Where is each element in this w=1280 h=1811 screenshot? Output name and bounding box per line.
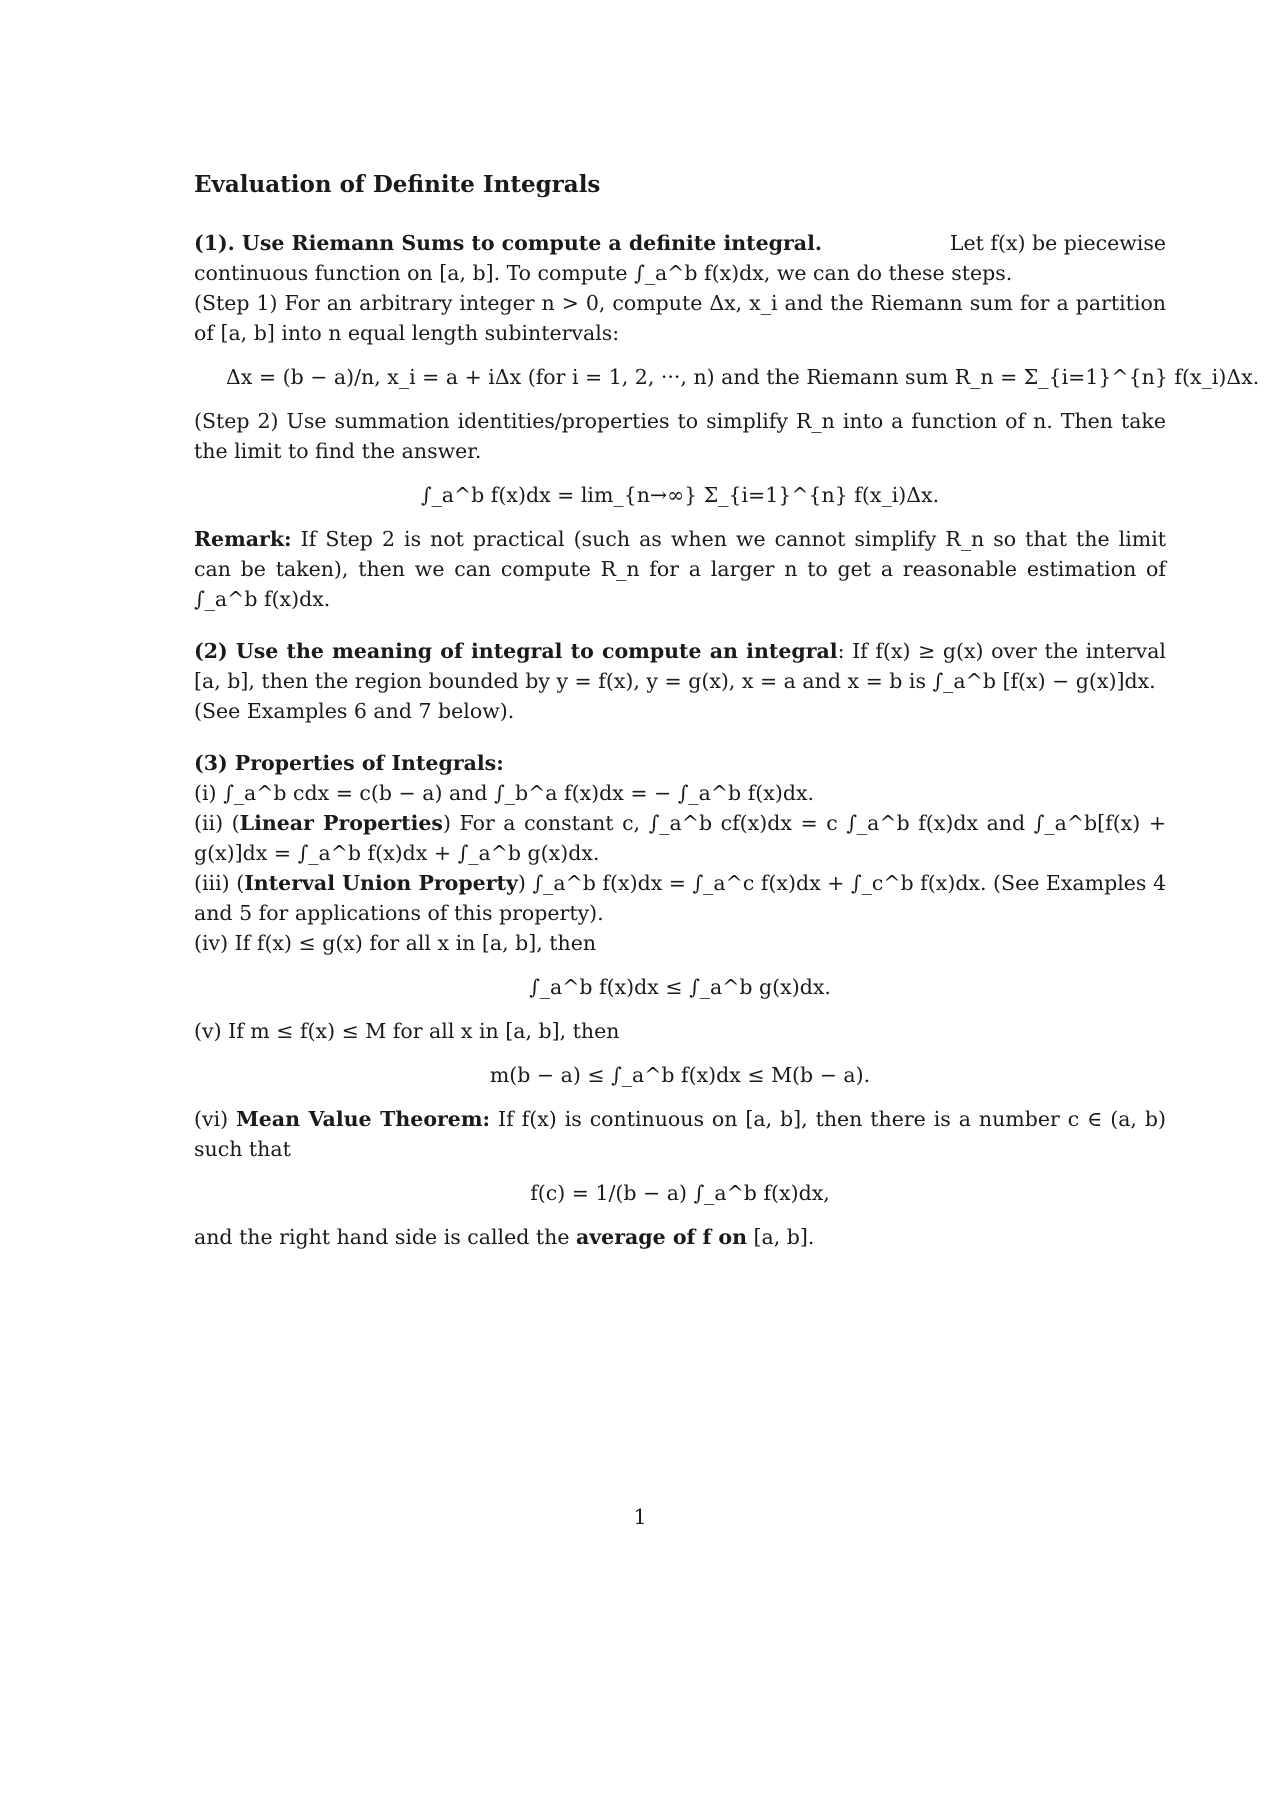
document-page xyxy=(194,170,1260,1252)
section-1-heading-line xyxy=(194,228,1166,258)
property-iii xyxy=(194,868,1166,928)
average-definition xyxy=(194,1222,1166,1252)
section-2-see-examples: (See Examples 6 and 7 below). xyxy=(194,699,515,723)
remark-label: Remark: xyxy=(194,527,292,551)
property-ii-name: Linear Properties xyxy=(239,811,443,835)
average-term: average of f on xyxy=(575,1225,747,1249)
property-vi-text: If f(x) is continuous on [a, b], then there is a number c ∈ (a, b) such that xyxy=(194,1107,1166,1161)
average-text-prefix: and the right hand side is called the xyxy=(194,1225,576,1249)
step-1-text: (Step 1) For an arbitrary integer n > 0, compute Δx, x_i and the Riemann sum for a partition of [a, b] into n equal length subintervals: xyxy=(194,291,1166,345)
equation-riemann-sum: Δx = (b − a)/n, x_i = a + iΔx (for i = 1, 2, ···, n) and the Riemann sum R_n = Σ_{i=1}^{n} f(x_i)Δx. xyxy=(226,365,1260,389)
page-number: 1 xyxy=(633,1505,647,1529)
property-vi xyxy=(194,1104,1166,1164)
section-3-heading: (3) Properties of Integrals: xyxy=(194,751,504,775)
section-1-heading: (1). Use Riemann Sums to compute a definite integral. xyxy=(194,231,823,255)
property-iv: (iv) If f(x) ≤ g(x) for all x in [a, b], then xyxy=(194,931,597,955)
section-2-text: : If f(x) ≥ g(x) over the interval [a, b], then the region bounded by y = f(x), y = g(x), x = a and x = b is ∫_a^b [f(x) − g(x)]dx. xyxy=(194,639,1166,693)
step-2-text: (Step 2) Use summation identities/properties to simplify R_n into a function of n. Then take the limit to find the answer. xyxy=(194,409,1166,463)
equation-limit-definition: ∫_a^b f(x)dx = lim_{n→∞} Σ_{i=1}^{n} f(x_i)Δx. xyxy=(420,483,940,507)
equation-bounds: m(b − a) ≤ ∫_a^b f(x)dx ≤ M(b − a). xyxy=(489,1063,871,1087)
property-ii xyxy=(194,808,1166,868)
property-iii-prefix: (iii) ( xyxy=(194,871,245,895)
property-v: (v) If m ≤ f(x) ≤ M for all x in [a, b], then xyxy=(194,1019,620,1043)
property-iii-name: Interval Union Property xyxy=(244,871,518,895)
average-text-suffix: [a, b]. xyxy=(746,1225,815,1249)
property-vi-name: Mean Value Theorem: xyxy=(236,1107,491,1131)
section-properties xyxy=(194,748,1166,1252)
remark-text: If Step 2 is not practical (such as when we cannot simplify R_n so that the limit can be taken), then we can compute R_n for a larger n to get a reasonable estimation of ∫_a^b f(x)dx. xyxy=(194,527,1166,611)
property-ii-prefix: (ii) ( xyxy=(194,811,240,835)
remark-paragraph xyxy=(194,524,1166,614)
property-i: (i) ∫_a^b cdx = c(b − a) and ∫_b^a f(x)dx = − ∫_a^b f(x)dx. xyxy=(194,781,815,805)
section-2-heading: (2) Use the meaning of integral to compute an integral xyxy=(194,639,838,663)
section-2-paragraph xyxy=(194,636,1166,696)
property-iii-text: ) ∫_a^b f(x)dx = ∫_a^c f(x)dx + ∫_c^b f(x)dx. (See Examples 4 and 5 for applications of this property). xyxy=(194,871,1166,925)
section-1-heading-tail: Let f(x) be piecewise xyxy=(949,231,1166,255)
property-vi-prefix: (vi) xyxy=(194,1107,237,1131)
page-title: Evaluation of Definite Integrals xyxy=(194,171,601,198)
property-ii-text: ) For a constant c, ∫_a^b cf(x)dx = c ∫_a^b f(x)dx and ∫_a^b[f(x) + g(x)]dx = ∫_a^b f(x)dx + ∫_a^b g(x)dx. xyxy=(194,811,1167,865)
equation-comparison: ∫_a^b f(x)dx ≤ ∫_a^b g(x)dx. xyxy=(529,975,831,999)
section-1-intro: continuous function on [a, b]. To compute ∫_a^b f(x)dx, we can do these steps. xyxy=(194,261,1013,285)
section-riemann-sums xyxy=(194,228,1260,614)
section-meaning-of-integral xyxy=(194,636,1166,726)
equation-mean-value: f(c) = 1/(b − a) ∫_a^b f(x)dx, xyxy=(530,1181,830,1205)
